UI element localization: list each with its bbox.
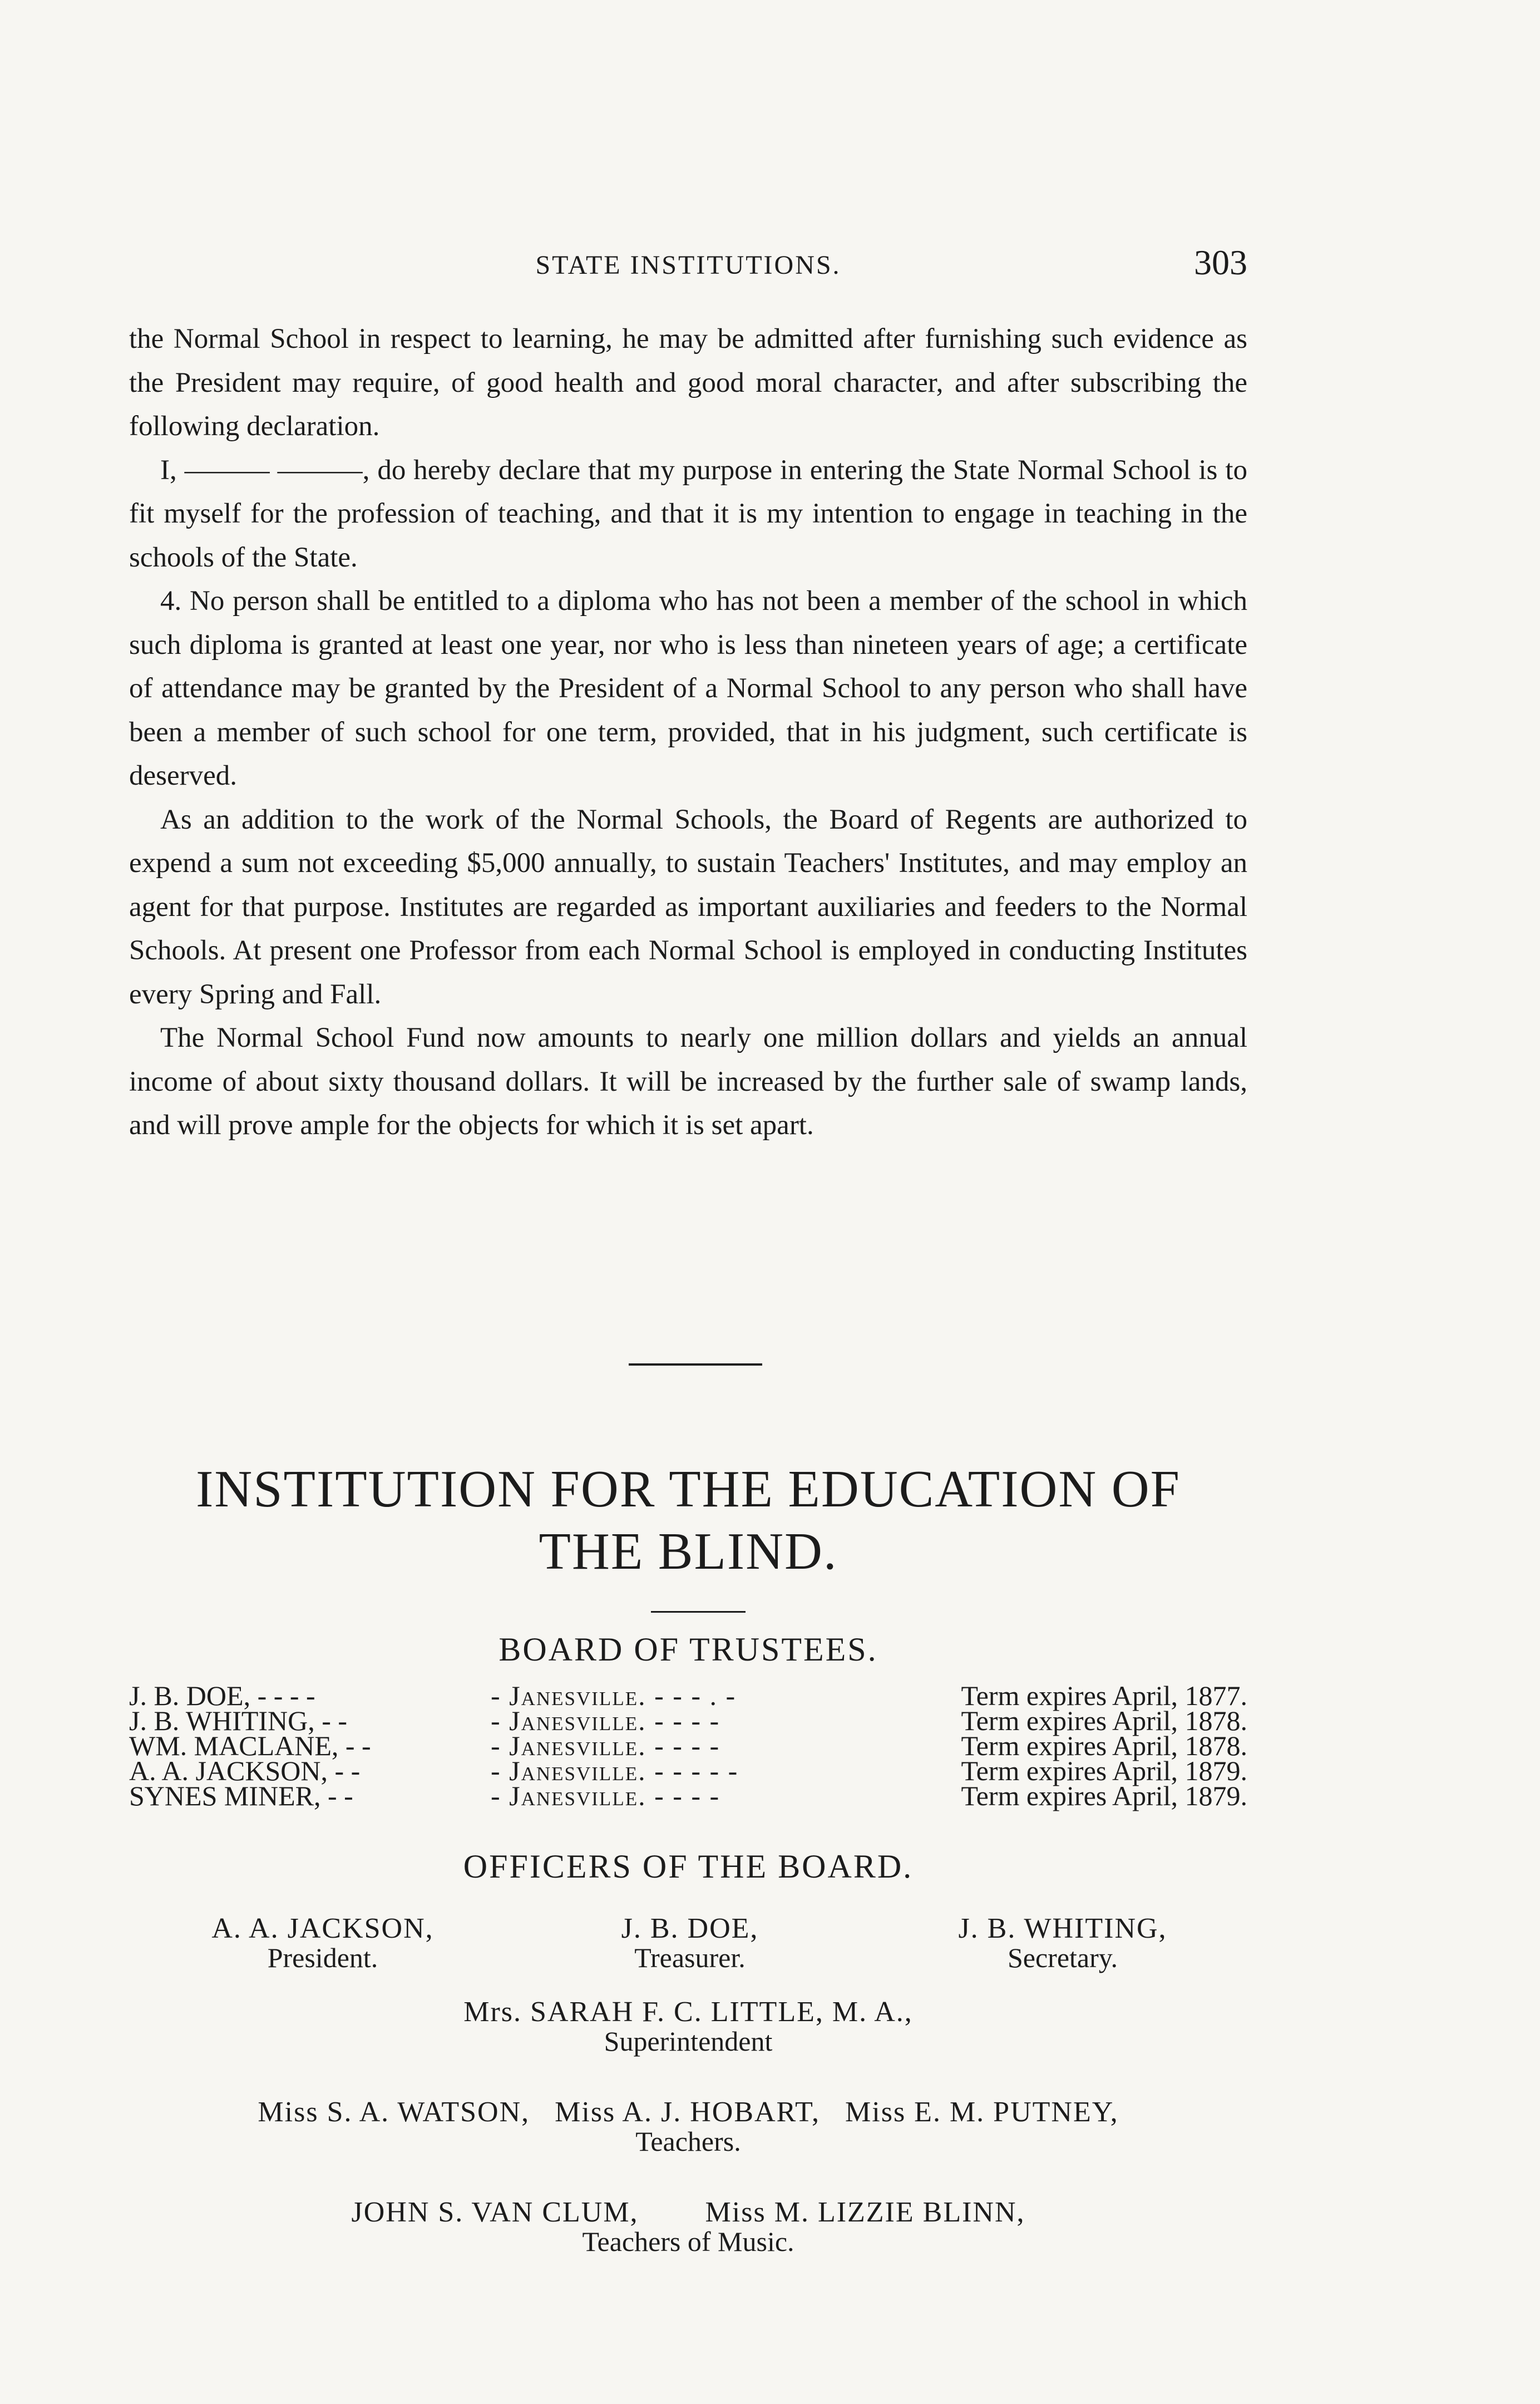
officer-name: A. A. JACKSON, bbox=[211, 1913, 434, 1944]
officer-role: Secretary. bbox=[1007, 1942, 1118, 1973]
officer-secretary bbox=[890, 1914, 1235, 1972]
paragraph: the Normal School in respect to learning, he may be admitted after furnishing such evidence as the President may require, of good health and good moral character, and after subscribing the following declaration. bbox=[129, 323, 1247, 442]
running-head bbox=[129, 242, 1247, 287]
teacher-names: Miss S. A. WATSON, Miss A. J. HOBART, Miss E. M. PUTNEY, bbox=[258, 2096, 1119, 2128]
music-teachers-role: Teachers of Music. bbox=[582, 2226, 794, 2257]
section-divider bbox=[629, 1363, 762, 1366]
officer-president bbox=[167, 1914, 478, 1972]
trustees-list bbox=[129, 1680, 1247, 1811]
officer-role: President. bbox=[267, 1942, 378, 1973]
paragraph: I, ——— ———, do hereby declare that my purpose in entering the State Normal School is to fit myself for the profession of teaching, and that it is my intention to engage in teaching in the schools of the State. bbox=[129, 454, 1247, 573]
trustee-name: J. B. DOE, - - - - bbox=[129, 1680, 315, 1711]
trustee-row bbox=[129, 1780, 1247, 1811]
paragraph: As an addition to the work of the Normal Schools, the Board of Regents are authorized to expend a sum not exceeding $5,000 annually, to sustain Teachers' Institutes, and may employ an agent for that purpose. Institutes are regarded as important auxiliaries and feeders to the Normal Schools. At present one Professor from each Normal School is employed in conducting Institutes every Spring and Fall. bbox=[129, 804, 1247, 1010]
trustee-term: Term expires April, 1877. bbox=[961, 1680, 1247, 1711]
officer-role: Treasurer. bbox=[634, 1942, 746, 1973]
trustee-term: Term expires April, 1879. bbox=[961, 1755, 1247, 1786]
board-heading: BOARD OF TRUSTEES. bbox=[498, 1631, 878, 1668]
section-title-line: INSTITUTION FOR THE EDUCATION OF bbox=[196, 1460, 1181, 1518]
running-title: STATE INSTITUTIONS. bbox=[535, 250, 841, 280]
paragraph: The Normal School Fund now amounts to nearly one million dollars and yields an annual income of about sixty thousand dollars. It will be increased by the further sale of swamp lands, and will prove ample for the objects for which it is set apart. bbox=[129, 1022, 1247, 1141]
officer-treasurer bbox=[556, 1914, 823, 1972]
trustee-name: A. A. JACKSON, - - bbox=[129, 1755, 361, 1786]
trustee-term: Term expires April, 1879. bbox=[961, 1780, 1247, 1811]
section-title-line: THE BLIND. bbox=[539, 1523, 838, 1580]
trustee-name: J. B. WHITING, - - bbox=[129, 1705, 348, 1736]
trustee-term: Term expires April, 1878. bbox=[961, 1705, 1247, 1736]
paragraph: 4. No person shall be entitled to a diploma who has not been a member of the school in which such diploma is granted at least one year, nor who is less than nineteen years of age; a certificate of attendance may be granted by the President of a Normal School to any person who shall have been a member of such school for one term, provided, that in his judgment, such certificate is deserved. bbox=[129, 585, 1247, 791]
trustee-town: - Janesville. - - - - - bbox=[491, 1755, 739, 1786]
officer-name: J. B. DOE, bbox=[621, 1913, 759, 1944]
trustee-town: - Janesville. - - - - bbox=[491, 1705, 720, 1736]
superintendent-name: Mrs. SARAH F. C. LITTLE, M. A., bbox=[463, 1996, 913, 2028]
trustee-name: WM. MACLANE, - - bbox=[129, 1730, 371, 1761]
trustee-town: - Janesville. - - - - bbox=[491, 1730, 720, 1761]
section-title bbox=[129, 1458, 1247, 1583]
music-teachers bbox=[129, 2198, 1247, 2256]
superintendent bbox=[129, 1998, 1247, 2056]
trustee-town: - Janesville. - - - - bbox=[491, 1780, 720, 1811]
music-teacher-names: JOHN S. VAN CLUM, Miss M. LIZZIE BLINN, bbox=[351, 2196, 1025, 2228]
trustee-town: - Janesville. - - - . - bbox=[491, 1680, 737, 1711]
officers-heading: OFFICERS OF THE BOARD. bbox=[463, 1848, 914, 1885]
teachers-role: Teachers. bbox=[635, 2126, 741, 2157]
superintendent-role: Superintendent bbox=[604, 2026, 773, 2057]
trustee-term: Term expires April, 1878. bbox=[961, 1730, 1247, 1761]
page-number: 303 bbox=[1194, 243, 1247, 282]
trustee-name: SYNES MINER, - - bbox=[129, 1780, 353, 1811]
teachers bbox=[129, 2098, 1247, 2156]
body-text bbox=[129, 317, 1247, 1147]
officer-name: J. B. WHITING, bbox=[958, 1913, 1167, 1944]
title-divider bbox=[651, 1611, 746, 1613]
